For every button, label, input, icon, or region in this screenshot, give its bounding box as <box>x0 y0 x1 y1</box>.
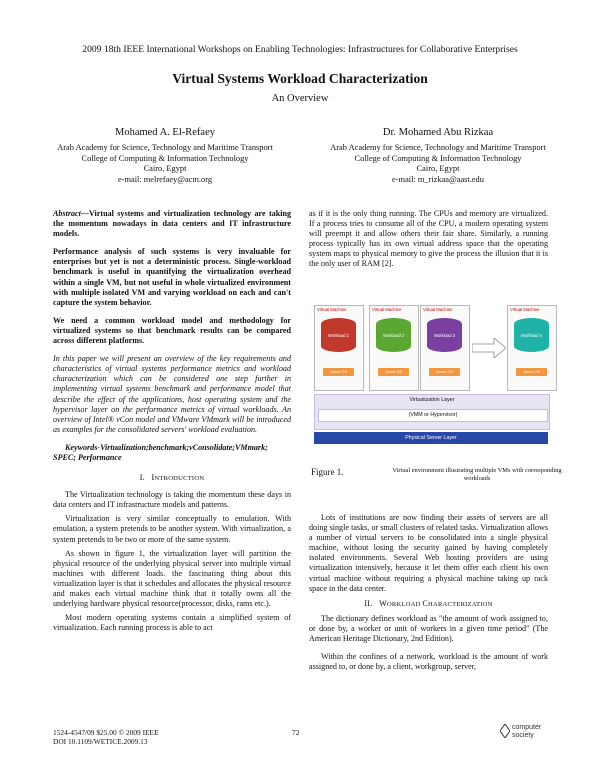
body-paragraph: The dictionary defines workload as "the amount of work assigned to, or done by, a worker or unit of workers in a given time period" (The American Heritage Dictionary, 2nd Edition). <box>309 613 548 644</box>
ieee-logo-icon <box>500 724 510 738</box>
paper-subtitle: An Overview <box>271 93 329 104</box>
footer-doi: DOI 10.1109/WETICE.2009.13 <box>53 736 148 746</box>
workload-label: Workload 3 <box>433 333 456 338</box>
abstract-paragraph: We need a common workload model and methodology for virtualized systems so that benchmark results can be compared across different platforms. <box>53 315 291 346</box>
abstract <box>53 209 291 239</box>
vm-label: Virtual Machine <box>317 307 347 312</box>
body-paragraph: Within the confines of a network, workload is the amount of work assigned to, or done by, a client, workgroup, server, <box>309 652 548 672</box>
vm-label: Virtual Machine <box>423 307 453 312</box>
figure-label: Figure 1. <box>311 467 344 477</box>
overview-paragraph: In this paper we will present an overview of the key requirements and characteristics of virtual systems performance metrics and workload characterization which can be considered one step further in implementing virtual systems benchmark and performance model that describe the effect of the applications, host operating system and the hypervisor layer on the performance metrics of virtual workloads. An overview of Intel® vCon model and VMware VMmark will be introduced as examples for the consolidated servers' workload evaluation. <box>53 354 291 434</box>
vm-box <box>507 305 557 391</box>
conference-header: 2009 18th IEEE International Workshops on Enabling Technologies: Infrastructures for Collaborative Enterprises <box>82 44 518 55</box>
right-column-top <box>309 209 548 274</box>
section-heading-workload: II. WORKLOAD CHARACTERIZATION <box>364 598 493 608</box>
author-name: Mohamed A. El-Refaey <box>114 127 215 138</box>
body-paragraph: The Virtualization technology is taking the momentum these days in data centers and IT infrastructure models and patterns. <box>53 490 291 510</box>
author-block-2 <box>313 126 563 185</box>
abstract-label: Abstract <box>53 209 81 218</box>
body-paragraph: as if it is the only thing running. The CPUs and memory are virtualized. If a process tries to consume all of the CPU, a modern operating system will preempt it and allow others their fair share. Similarly, a running process typically has its own virtual address space that the operating system maps to physical memory to give the process the illusion that it is the only user of RAM [2]. <box>309 209 548 269</box>
workload-cylinder <box>376 318 411 352</box>
continuation-arrow <box>472 338 506 358</box>
author-city: Cairo, Egypt <box>416 164 460 173</box>
workload-label: Workload 1 <box>327 333 350 338</box>
workload-cylinder <box>427 318 462 352</box>
author-affiliation: Arab Academy for Science, Technology and Maritime Transport <box>330 143 546 152</box>
arrow-shape <box>472 338 506 358</box>
author-affiliation: Arab Academy for Science, Technology and Maritime Transport <box>57 143 273 152</box>
physical-server-layer: Physical Server Layer <box>314 432 548 444</box>
workload-label: Workload n <box>520 333 543 338</box>
paper-title: Virtual Systems Workload Characterization <box>172 71 428 86</box>
hypervisor-label: (VMM or Hypervisor) <box>318 409 548 422</box>
computer-society-logo <box>500 722 560 752</box>
abstract-text: —Virtual systems and virtualization technology are taking the momentum nowadays in data centers and IT infrastructure models. <box>53 209 291 239</box>
page-number: 72 <box>292 728 300 737</box>
guest-os-box: Guest OS <box>323 368 354 376</box>
logo-text-bottom: society <box>512 732 534 739</box>
author-college: College of Computing & Information Technology <box>354 153 522 163</box>
author-college: College of Computing & Information Technology <box>81 153 249 163</box>
right-column-bottom <box>309 513 548 676</box>
guest-os-box: Guest OS <box>378 368 409 376</box>
footer-isbn: 1524-4547/09 $25.00 © 2009 IEEE <box>53 728 159 737</box>
author-block-1 <box>40 126 290 185</box>
author-name: Dr. Mohamed Abu Rizkaa <box>382 127 494 138</box>
guest-os-box: Guest OS <box>516 368 547 376</box>
author-city: Cairo, Egypt <box>143 164 187 173</box>
footer-copyright <box>53 729 159 747</box>
left-column <box>53 209 291 637</box>
body-paragraph: Virtualization is very similar conceptually to emulation. With emulation, a system pretends to be another system. With virtualization, a system pretends to be two or more of the same system. <box>53 514 291 544</box>
section-heading-introduction: I. INTRODUCTION <box>139 473 205 483</box>
body-paragraph: Lots of institutions are now finding their assets of servers are all doing single tasks, or small clusters of related tasks. Virtualization allows a number of virtual servers to be consolidated into a single physical machine, without losing the security gained by having completely isolated environments. Several Web hosting providers are using virtualization intensively, because it let them offer each client his own virtual machine without requiring a physical machine taking up rack space in the data center. <box>309 513 548 593</box>
workload-cylinder <box>514 318 549 352</box>
vm-box <box>369 305 419 391</box>
body-paragraph: As shown in figure 1, the virtualization layer will partition the physical resource of the underlying physical server into multiple virtual machines with different loads. the fascinating thing about this virtualization layer is that it schedules and allocates the physical resource and makes each virtual machine think that it totally owns all the underlying hardware physical resource(processor, disks, rams etc.). <box>53 548 291 609</box>
author-email: e-mail: melrefaey@acm.org <box>117 174 213 184</box>
logo-text-top: computer <box>512 724 542 731</box>
guest-os-box: Guest OS <box>429 368 460 376</box>
vm-label: Virtual Machine <box>510 307 540 312</box>
vm-box <box>314 305 364 391</box>
vm-label: Virtual Machine <box>372 307 402 312</box>
workload-label: Workload 2 <box>382 333 405 338</box>
figure-virtualization-diagram <box>307 305 578 461</box>
keywords: Keywords-Virtualization;benchmark;vConsolidate;VMmark; SPEC; Performance <box>53 442 268 462</box>
body-paragraph: Most modern operating systems contain a simplified system of virtualization. Each running process is able to act <box>53 613 291 633</box>
vm-box <box>420 305 470 391</box>
virtualization-layer-label: Virtualization Layer <box>409 397 455 403</box>
workload-cylinder <box>321 318 356 352</box>
author-email: e-mail: m_rizkaa@aast.edu <box>392 174 484 184</box>
virtualization-layer <box>314 394 550 430</box>
abstract-paragraph: Performance analysis of such systems is very invaluable for enterprises but yet is not a deterministic process. Single-workload benchmark is useful in quantifying the virtualization overhead within a single VM, but not useful in whole virtualized environment with multiple isolated VM and varying workload on each and can't capture the system behavior. <box>53 247 291 307</box>
figure-caption: Virtual environment illustrating multiple VMs with corresponding workloads <box>392 467 562 482</box>
